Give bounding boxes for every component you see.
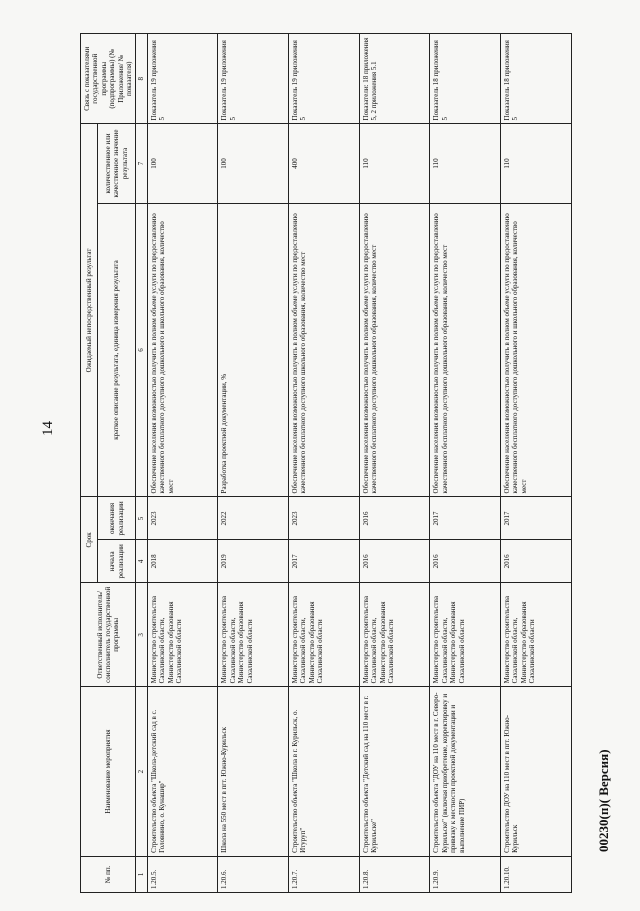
result-description: Разработка проектной документации, %: [218, 203, 289, 497]
column-number: 4: [136, 540, 147, 583]
activity-name: Строительство ДОУ на 110 мест в пгт. Южно-Курильск: [501, 687, 572, 857]
result-value: 100: [218, 124, 289, 203]
column-number: 3: [136, 583, 147, 687]
end-year: 2023: [289, 497, 360, 540]
column-number: 5: [136, 497, 147, 540]
indicator-link: Показатель 18 приложения 5: [430, 34, 501, 124]
header-result-description: краткое описание результата, единица измерения результата: [98, 203, 136, 497]
activities-table: [80, 33, 572, 893]
header-term: Срок: [81, 497, 98, 583]
table-row: [359, 34, 430, 893]
column-number: 7: [136, 124, 147, 203]
responsible-executor: Министерство строительства Сахалинской области, Министерство образования Сахалинской области: [218, 583, 289, 687]
header-result-value: количественное или качественное значение результата: [98, 124, 136, 203]
responsible-executor: Министерство строительства Сахалинской области, Министерство образования Сахалинской области: [147, 583, 218, 687]
responsible-executor: Министерство строительства Сахалинской области, Министерство образования Сахалинской области: [501, 583, 572, 687]
indicator-link: Показатель 19 приложения 5: [289, 34, 360, 124]
result-value: 110: [501, 124, 572, 203]
page-number: 14: [40, 421, 56, 436]
table-row: [430, 34, 501, 893]
end-year: 2017: [501, 497, 572, 540]
activity-name: Строительство объекта "Школа-детский сад в с. Головнино, о. Кунашир": [147, 687, 218, 857]
result-description: Обеспечение населения возможностью получить в полном объеме услуги по предоставлению качественного бесплатного доступного дошкольного и школьного образования, количество мест: [501, 203, 572, 497]
start-year: 2019: [218, 540, 289, 583]
activity-name: Строительство объекта "ДОУ на 110 мест в г. Северо-Курильске" (включая приобретение, корректировку и привязку к местности проектной документации и выполнение ПИР): [430, 687, 501, 857]
column-number: 1: [136, 856, 147, 892]
header-start: начала реализации: [98, 540, 136, 583]
activity-name: Школа на 550 мест в пгт. Южно-Курильск: [218, 687, 289, 857]
result-value: 400: [289, 124, 360, 203]
header-end: окончания реализации: [98, 497, 136, 540]
header-indicator-link: Связь с показателями государственной программы (подпрограммы) (№ Приложения/ № показателя): [81, 34, 136, 124]
start-year: 2016: [501, 540, 572, 583]
indicator-link: Показатель 19 приложения 5: [147, 34, 218, 124]
row-number: 1.20.6.: [218, 856, 289, 892]
row-number: 1.20.7.: [289, 856, 360, 892]
column-number: 6: [136, 203, 147, 497]
start-year: 2018: [147, 540, 218, 583]
row-number: 1.20.8.: [359, 856, 430, 892]
header-expected-result: Ожидаемый непосредственный результат: [81, 124, 98, 497]
header-name: Наименование мероприятия: [81, 687, 136, 857]
result-description: Обеспечение населения возможностью получить в полном объеме услуги по предоставлению качественного бесплатного доступного дошкольного и школьного образования, количество мест: [147, 203, 218, 497]
document-code: 00230(п)( Версия): [596, 749, 611, 852]
responsible-executor: Министерство строительства Сахалинской области, Министерство образования Сахалинской области: [359, 583, 430, 687]
row-number: 1.20.5.: [147, 856, 218, 892]
column-number: 2: [136, 687, 147, 857]
table-row: [147, 34, 218, 893]
activity-name: Строительство объекта "Детский сад на 110 мест в г. Курильске": [359, 687, 430, 857]
result-value: 110: [430, 124, 501, 203]
activities-table-wrapper: [80, 33, 560, 893]
end-year: 2023: [147, 497, 218, 540]
end-year: 2017: [430, 497, 501, 540]
result-description: Обеспечение населения возможностью получить в полном объеме услуги по предоставлению качественного бесплатного доступного школьного образования, количество мест: [289, 203, 360, 497]
indicator-link: Показатель 18 приложения 5: [501, 34, 572, 124]
indicator-link: Показатели: 18 приложения 5, 2 приложения 5.1: [359, 34, 430, 124]
start-year: 2017: [289, 540, 360, 583]
end-year: 2022: [218, 497, 289, 540]
responsible-executor: Министерство строительства Сахалинской области, Министерство образования Сахалинской области: [289, 583, 360, 687]
end-year: 2016: [359, 497, 430, 540]
column-number-row: [136, 34, 147, 893]
table-row: [501, 34, 572, 893]
result-value: 100: [147, 124, 218, 203]
start-year: 2016: [430, 540, 501, 583]
result-description: Обеспечение населения возможностью получить в полном объеме услуги по предоставлению качественного бесплатного доступного дошкольного образования, количество мест: [430, 203, 501, 497]
responsible-executor: Министерство строительства Сахалинской области, Министерство образования Сахалинской области: [430, 583, 501, 687]
result-description: Обеспечение населения возможностью получить в полном объеме услуги по предоставлению качественного бесплатного доступного дошкольного образования, количество мест: [359, 203, 430, 497]
table-row: [289, 34, 360, 893]
indicator-link: Показатель 19 приложения 5: [218, 34, 289, 124]
row-number: 1.20.10.: [501, 856, 572, 892]
activity-name: Строительство объекта "Школа в г. Курильск, о. Итуруп": [289, 687, 360, 857]
row-number: 1.20.9.: [430, 856, 501, 892]
column-number: 8: [136, 34, 147, 124]
header-number: № пп.: [81, 856, 136, 892]
header-responsible: Ответственный исполнитель/соисполнитель государственной программы: [81, 583, 136, 687]
table-row: [218, 34, 289, 893]
result-value: 110: [359, 124, 430, 203]
start-year: 2016: [359, 540, 430, 583]
